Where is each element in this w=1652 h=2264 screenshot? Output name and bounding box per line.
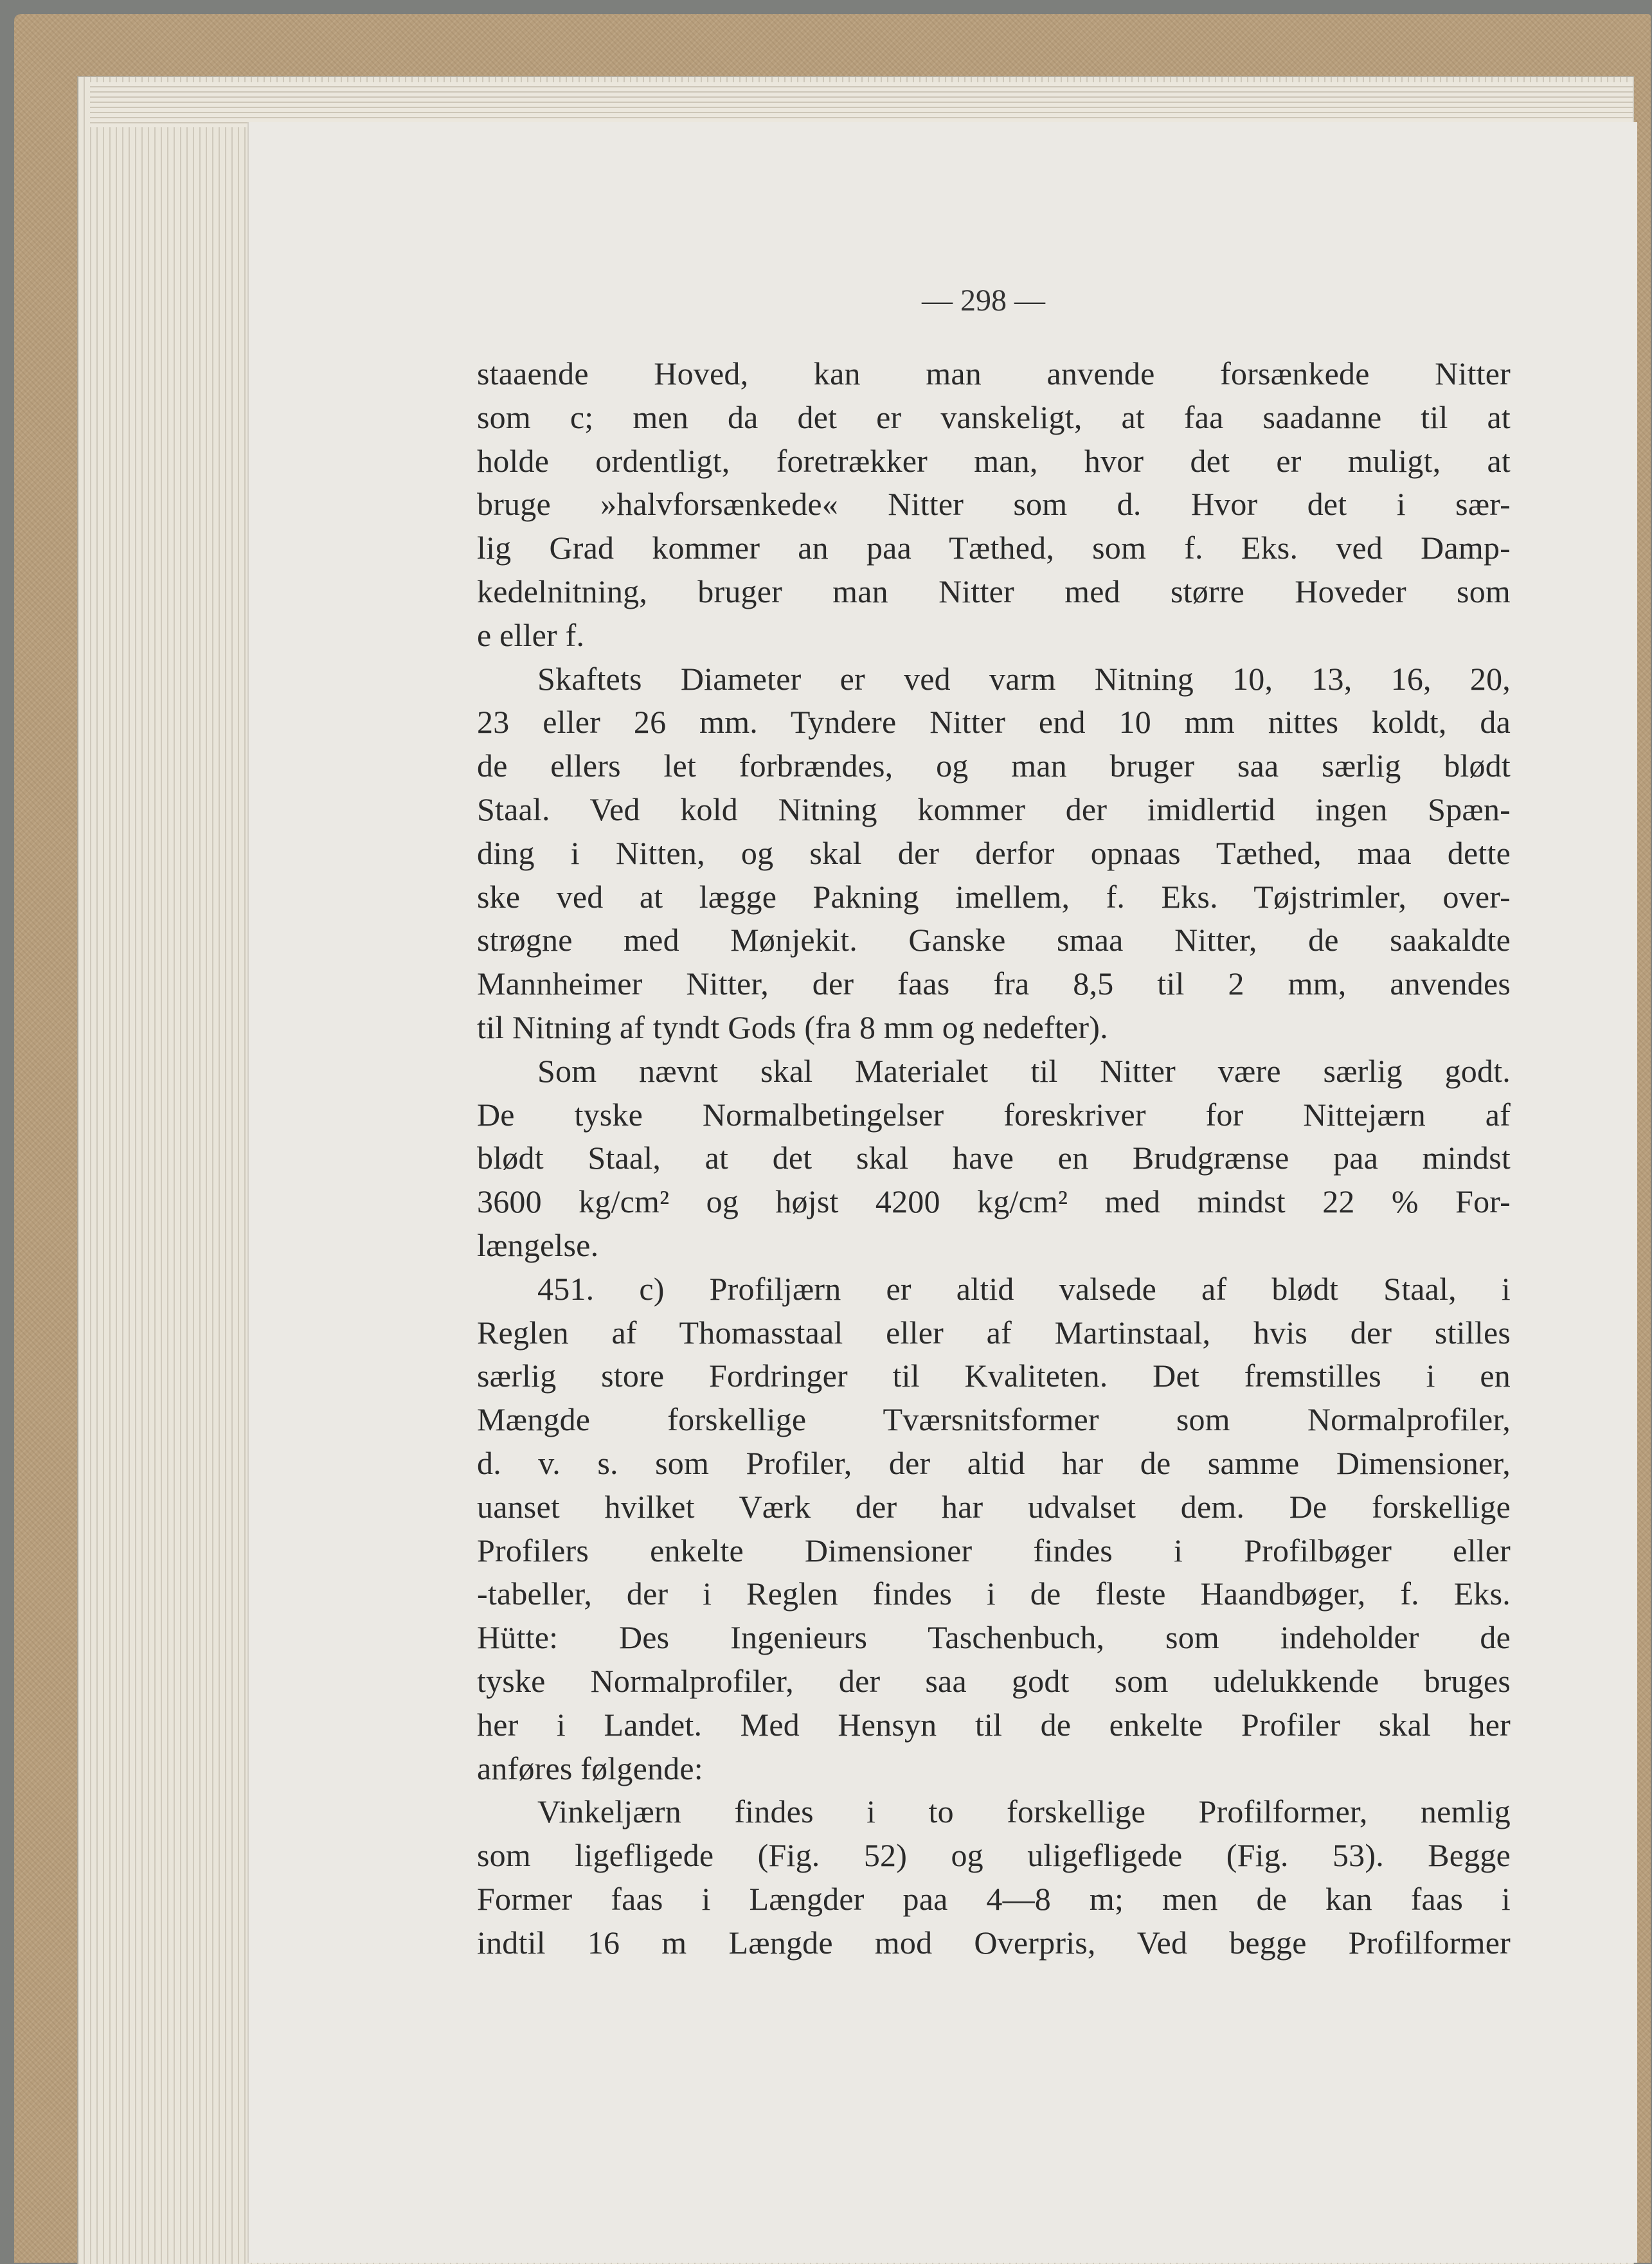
text-line: længelse.: [477, 1226, 599, 1263]
page-number-header: — 298 —: [922, 283, 1045, 318]
text-line: anføres følgende:: [477, 1750, 703, 1786]
text-line: ding i Nitten, og skal der derfor opnaas Tæthed, maa dette: [477, 834, 1511, 871]
text-line: holde ordentligt, foretrækker man, hvor det er muligt, at: [477, 442, 1511, 479]
text-line: særlig store Fordringer til Kvaliteten. Det fremstilles i en: [477, 1358, 1511, 1394]
text-line: Skaftets Diameter er ved varm Nitning 10, 13, 16, 20,: [537, 660, 1511, 697]
text-line: 451. c) Profiljærn er altid valsede af blødt Staal, i: [537, 1270, 1511, 1307]
text-line: Reglen af Thomasstaal eller af Martinstaal, hvis der stilles: [477, 1314, 1511, 1351]
text-line: de ellers let forbrændes, og man bruger saa særlig blødt: [477, 748, 1511, 784]
text-line: som c; men da det er vanskeligt, at faa saadanne til at: [477, 399, 1511, 435]
text-line: kedelnitning, bruger man Nitter med større Hoveder som: [477, 573, 1511, 609]
text-line: uanset hvilket Værk der har udvalset dem. De forskellige: [477, 1488, 1511, 1525]
text-line: -tabeller, der i Reglen findes i de fleste Haandbøger, f. Eks.: [477, 1576, 1511, 1612]
text-line: ske ved at lægge Pakning imellem, f. Eks. Tøjstrimler, over-: [477, 878, 1511, 915]
text-line: Vinkeljærn findes i to forskellige Profilformer, nemlig: [537, 1793, 1511, 1830]
text-line: tyske Normalprofiler, der saa godt som udelukkende bruges: [477, 1662, 1511, 1699]
text-line: d. v. s. som Profiler, der altid har de samme Dimensioner,: [477, 1444, 1511, 1481]
text-line: bruge »halvforsænkede« Nitter som d. Hvor det i sær-: [477, 486, 1511, 523]
page-edges-top: [90, 82, 1633, 127]
text-line: Som nævnt skal Materialet til Nitter være særlig godt.: [537, 1052, 1511, 1089]
text-line: Mannheimer Nitter, der faas fra 8,5 til 2 mm, anvendes: [477, 966, 1511, 1002]
text-line: Former faas i Længder paa 4—8 m; men de kan faas i: [477, 1880, 1511, 1917]
body-text: [477, 352, 1511, 1964]
text-line: strøgne med Mønjekit. Ganske smaa Nitter, de saakaldte: [477, 922, 1511, 958]
text-line: De tyske Normalbetingelser foreskriver for Nittejærn af: [477, 1096, 1511, 1133]
text-line: indtil 16 m Længde mod Overpris, Ved begge Profilformer: [477, 1924, 1511, 1961]
text-line: Staal. Ved kold Nitning kommer der imidlertid ingen Spæn-: [477, 791, 1511, 827]
text-line: e eller f.: [477, 616, 585, 653]
text-line: 3600 kg/cm² og højst 4200 kg/cm² med mindst 22 % For-: [477, 1183, 1511, 1220]
text-line: Profilers enkelte Dimensioner findes i Profilbøger eller: [477, 1532, 1511, 1568]
text-line: Mængde forskellige Tværsnitsformer som Normalprofiler,: [477, 1401, 1511, 1438]
text-line: staaende Hoved, kan man anvende forsænkede Nitter: [477, 355, 1511, 391]
text-line: lig Grad kommer an paa Tæthed, som f. Eks. ved Damp-: [477, 530, 1511, 566]
text-line: 23 eller 26 mm. Tyndere Nitter end 10 mm nittes koldt, da: [477, 704, 1511, 741]
text-line: til Nitning af tyndt Gods (fra 8 mm og nedefter).: [477, 1009, 1108, 1045]
text-line: Hütte: Des Ingenieurs Taschenbuch, som indeholder de: [477, 1619, 1511, 1656]
text-line: her i Landet. Med Hensyn til de enkelte Profiler skal her: [477, 1706, 1511, 1743]
text-line: som ligefligede (Fig. 52) og uligefligede (Fig. 53). Begge: [477, 1837, 1511, 1874]
text-line: blødt Staal, at det skal have en Brudgrænse paa mindst: [477, 1140, 1511, 1176]
